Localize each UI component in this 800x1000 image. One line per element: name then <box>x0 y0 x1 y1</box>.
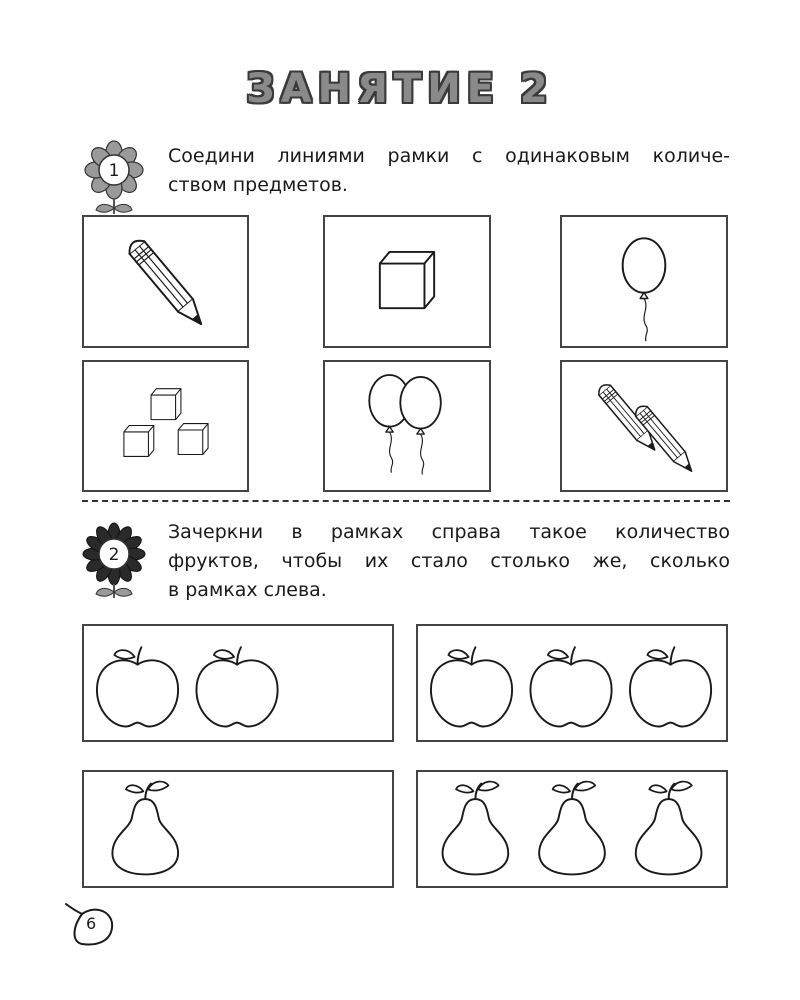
page-title: ЗАНЯТИЕ 2 <box>246 66 554 112</box>
frame-apples-left[interactable] <box>82 624 394 742</box>
section-divider <box>82 500 730 502</box>
task1-number: 1 <box>108 161 120 181</box>
frame-bottom-cubes[interactable] <box>82 360 249 492</box>
task1-flower-icon <box>74 136 154 216</box>
task2-line2: фруктов, чтобы их стало столько же, сколько <box>168 550 730 572</box>
frame-bottom-pencils[interactable] <box>560 360 728 492</box>
task2-line3: в рамках слева. <box>168 579 327 601</box>
task2-flower-icon <box>74 520 154 600</box>
task2-line1: Зачеркни в рамках справа такое количество <box>168 521 730 543</box>
frame-pears-right[interactable] <box>416 770 728 888</box>
page-number: 6 <box>86 914 97 933</box>
apple-icon <box>418 626 726 740</box>
task2-instruction <box>168 518 730 605</box>
frame-apples-right[interactable] <box>416 624 728 742</box>
task1-line2: ством предметов. <box>168 174 348 196</box>
frame-top-pencil[interactable] <box>82 215 249 348</box>
frame-top-balloon[interactable] <box>560 215 728 348</box>
task2-number: 2 <box>108 545 120 565</box>
cube-icon <box>84 362 247 490</box>
task1-line1: Соедини линиями рамки с одинаковым количе- <box>168 145 730 167</box>
pencil-icon <box>84 217 247 346</box>
pear-icon <box>84 772 392 886</box>
apple-icon <box>84 626 392 740</box>
frame-bottom-balloons[interactable] <box>323 360 491 492</box>
balloon-icon <box>562 217 726 346</box>
balloon-icon <box>325 362 489 490</box>
pencil-icon <box>562 362 726 490</box>
task1-instruction <box>168 142 730 200</box>
frame-pears-left[interactable] <box>82 770 394 888</box>
frame-top-cube[interactable] <box>323 215 491 348</box>
cube-icon <box>325 217 489 346</box>
pear-icon <box>418 772 726 886</box>
